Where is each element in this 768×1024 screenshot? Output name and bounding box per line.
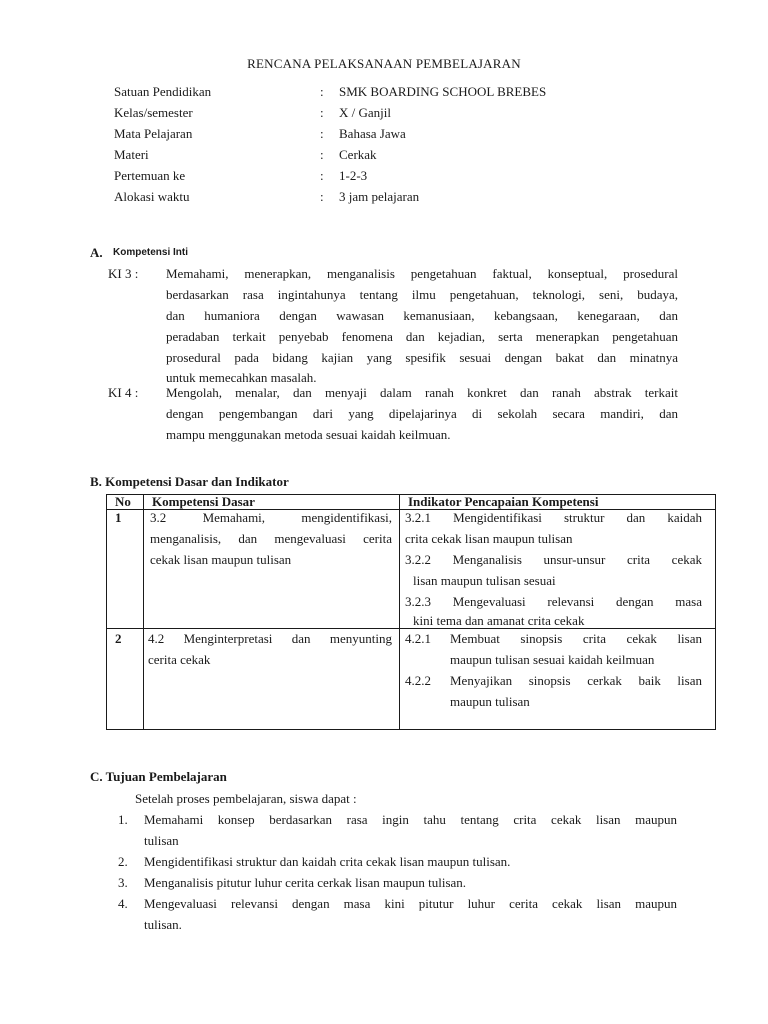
ki3-line: peradaban terkait penyebab fenomena dan kejadian, serta menerapkan pengetahuan (166, 329, 678, 344)
indikator-line: crita cekak lisan maupun tulisan (405, 531, 573, 546)
indikator-line: lisan maupun tulisan sesuai (413, 573, 556, 588)
ki3-line: Memahami, menerapkan, menganalisis pengetahuan faktual, konseptual, prosedural (166, 266, 678, 281)
list-number: 1. (118, 812, 128, 827)
kd-line: menganalisis, dan mengevaluasi cerita (150, 531, 392, 546)
kd-line: cerita cekak (148, 652, 211, 667)
kd-line: cekak lisan maupun tulisan (150, 552, 292, 567)
table-header-row (107, 495, 716, 510)
identity-label: Materi (114, 147, 149, 162)
section-a-heading: Kompetensi Inti (113, 247, 189, 258)
identity-value: 1-2-3 (339, 168, 368, 183)
ki3-label: KI 3 : (108, 266, 139, 281)
kd-line: 3.2 Memahami, mengidentifikasi, (150, 510, 392, 525)
identity-label: Alokasi waktu (114, 189, 190, 204)
indikator-line: 3.2.3 Mengevaluasi relevansi dengan masa (405, 594, 702, 609)
indikator-line: Menyajikan sinopsis cerkak baik lisan (450, 673, 702, 688)
list-item: Menganalisis pitutur luhur cerita cerkak lisan maupun tulisan. (144, 875, 467, 890)
identity-colon: : (320, 84, 324, 99)
list-item: Memahami konsep berdasarkan rasa ingin tahu tentang crita cekak lisan maupun (144, 812, 677, 827)
kd-cell (144, 629, 400, 730)
identity-colon: : (320, 147, 324, 162)
indikator-line: Membuat sinopsis crita cekak lisan (450, 631, 702, 646)
kd-line: 4.2 Menginterpretasi dan menyunting (148, 631, 392, 646)
indikator-number: 4.2.2 (405, 673, 431, 688)
table-row (107, 629, 716, 730)
indikator-cell (400, 629, 716, 730)
indikator-line: 3.2.2 Menganalisis unsur-unsur crita cekak (405, 552, 702, 567)
identity-colon: : (320, 168, 324, 183)
table-row (107, 510, 716, 629)
identity-colon: : (320, 126, 324, 141)
ki4-label: KI 4 : (108, 385, 139, 400)
ki3-line: prosedural pada bidang kajian yang spesifik sesuai dengan bakat dan minatnya (166, 350, 678, 365)
list-number: 3. (118, 875, 128, 890)
indikator-line: kini tema dan amanat crita cekak (413, 613, 585, 628)
indikator-line: maupun tulisan (450, 694, 530, 709)
identity-colon: : (320, 105, 324, 120)
row-number-cell (107, 629, 144, 730)
ki4-line: mampu menggunakan metoda sesuai kaidah keilmuan. (166, 427, 451, 442)
list-item: Mengevaluasi relevansi dengan masa kini pitutur luhur cerita cekak lisan maupun (144, 896, 677, 911)
ki3-line: dan humaniora dengan wawasan kemanusiaan, kebangsaan, kenegaraan, dan (166, 308, 678, 323)
row-number: 2 (115, 631, 122, 646)
indikator-line: 3.2.1 Mengidentifikasi struktur dan kaidah (405, 510, 702, 525)
section-c-heading: C. Tujuan Pembelajaran (90, 769, 227, 784)
identity-value: Bahasa Jawa (339, 126, 406, 141)
ki4-line: dengan pengembangan dari yang dipelajarinya di sekolah secara mandiri, dan (166, 406, 678, 421)
document-title: RENCANA PELAKSANAAN PEMBELAJARAN (247, 56, 521, 71)
identity-label: Kelas/semester (114, 105, 193, 120)
indikator-line: maupun tulisan sesuai kaidah keilmuan (450, 652, 655, 667)
ki4-line: Mengolah, menalar, dan menyaji dalam ranah konkret dan ranah abstrak terkait (166, 385, 678, 400)
section-a-letter: A. (90, 245, 103, 260)
identity-colon: : (320, 189, 324, 204)
list-item: tulisan (144, 833, 179, 848)
indikator-cell (400, 510, 716, 629)
header-no: No (107, 495, 144, 510)
header-kompetensi-dasar: Kompetensi Dasar (144, 495, 400, 510)
identity-value: SMK BOARDING SCHOOL BREBES (339, 84, 547, 99)
indikator-number: 4.2.1 (405, 631, 431, 646)
identity-label: Satuan Pendidikan (114, 84, 212, 99)
identity-value: Cerkak (339, 147, 377, 162)
list-number: 2. (118, 854, 128, 869)
ki3-line: berdasarkan rasa ingintahunya tentang ilmu pengetahuan, teknologi, seni, budaya, (166, 287, 678, 302)
list-item: Mengidentifikasi struktur dan kaidah crita cekak lisan maupun tulisan. (144, 854, 511, 869)
section-b-heading: B. Kompetensi Dasar dan Indikator (90, 474, 289, 489)
identity-value: 3 jam pelajaran (339, 189, 420, 204)
kd-cell (144, 510, 400, 629)
list-item: tulisan. (144, 917, 182, 932)
header-indikator: Indikator Pencapaian Kompetensi (400, 495, 716, 510)
kompetensi-table (106, 494, 716, 730)
identity-label: Pertemuan ke (114, 168, 186, 183)
row-number: 1 (115, 510, 122, 525)
section-c-intro: Setelah proses pembelajaran, siswa dapat : (135, 791, 357, 806)
identity-label: Mata Pelajaran (114, 126, 193, 141)
list-number: 4. (118, 896, 128, 911)
ki3-line: untuk memecahkan masalah. (166, 370, 317, 385)
row-number-cell (107, 510, 144, 629)
identity-value: X / Ganjil (339, 105, 391, 120)
